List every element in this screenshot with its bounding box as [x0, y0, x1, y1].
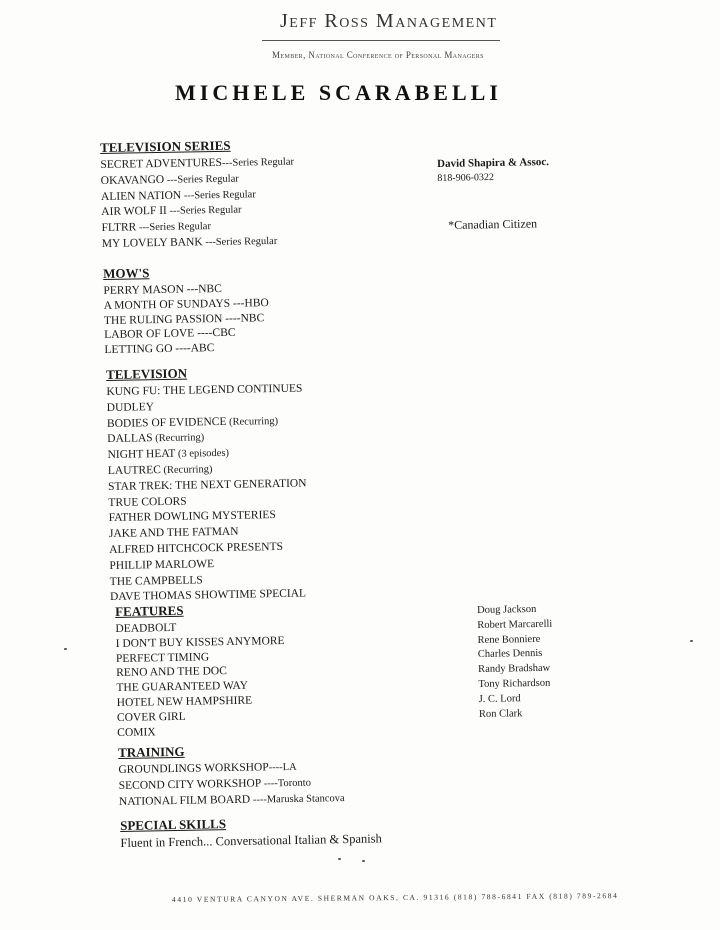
letterhead-divider	[262, 40, 500, 41]
credit-item	[100, 155, 294, 174]
credit-title: FATHER DOWLING MYSTERIES	[108, 509, 276, 525]
scan-speck	[690, 640, 693, 642]
director-name: Charles Dennis	[477, 648, 543, 661]
director-name: Randy Bradshaw	[478, 662, 551, 676]
credit-note: ---Series Regular	[164, 173, 239, 186]
credit-title: DAVE THOMAS SHOWTIME SPECIAL	[109, 587, 307, 604]
credit-title: LAUTREC	[107, 464, 161, 477]
section-heading: TELEVISION	[106, 365, 188, 382]
credit-item: THE RULING PASSION ----NBC	[103, 311, 265, 327]
training-item	[119, 791, 345, 811]
credit-title: MY LOVELY BANK	[101, 236, 203, 250]
credit-title: ALIEN NATION	[100, 189, 182, 203]
section-television-series	[100, 137, 295, 253]
scan-speck	[362, 860, 365, 862]
credit-item: HOTEL NEW HAMPSHIRE	[116, 694, 253, 709]
director-name: Robert Marcarelli	[477, 618, 553, 631]
skills-text: Fluent in French... Conversational Italian & Spanish	[120, 831, 382, 850]
credit-title: DALLAS	[107, 432, 153, 446]
credit-title: THE CAMPBELLS	[109, 573, 203, 588]
credit-title: OKAVANGO	[100, 173, 165, 187]
agency-name: Jeff Ross Management	[280, 10, 498, 32]
credit-item: A MONTH OF SUNDAYS ---HBO	[103, 296, 269, 312]
section-special-skills	[120, 813, 382, 851]
section-television	[106, 364, 309, 607]
credit-note: (Recurring)	[152, 432, 205, 445]
section-heading: SPECIAL SKILLS	[120, 816, 227, 833]
training-note: ----Toronto	[261, 777, 312, 790]
credit-item: I DON'T BUY KISSES ANYMORE	[115, 634, 285, 650]
credit-title: ALFRED HITCHCOCK PRESENTS	[109, 540, 284, 556]
section-heading: FEATURES	[115, 602, 184, 619]
credit-item: LABOR OF LOVE ----CBC	[104, 327, 236, 342]
training-title: GROUNDLINGS WORKSHOP	[118, 761, 269, 776]
credit-item: DEADBOLT	[115, 621, 177, 635]
director-name: J. C. Lord	[478, 693, 521, 705]
director-name: Ron Clark	[478, 707, 523, 720]
director-name: Tony Richardson	[478, 677, 551, 690]
agent-block	[437, 156, 549, 184]
credit-item: PERRY MASON ---NBC	[103, 282, 222, 297]
section-mows	[103, 263, 270, 358]
scan-speck	[64, 648, 67, 650]
credit-item: COVER GIRL	[116, 710, 186, 724]
section-training	[118, 741, 345, 810]
director-name: Doug Jackson	[477, 603, 537, 616]
credit-title: JAKE AND THE FATMAN	[108, 525, 239, 541]
credit-title: DUDLEY	[106, 400, 155, 414]
credit-item: COMIX	[117, 725, 156, 739]
credit-title: AIR WOLF II	[101, 205, 167, 219]
scan-speck	[338, 858, 341, 860]
credit-title: TRUE COLORS	[108, 495, 187, 509]
credit-title: PHILLIP MARLOWE	[109, 557, 215, 572]
credit-note: ---Series Regular	[136, 221, 212, 234]
credit-note: ---Series Regular	[202, 235, 278, 249]
credit-title: BODIES OF EVIDENCE	[106, 415, 227, 430]
footer-address: 4410 VENTURA CANYON AVE. SHERMAN OAKS, CA. 91316 (818) 788-6841 FAX (818) 789-2684	[172, 891, 619, 904]
features-directors	[477, 603, 554, 723]
training-title: SECOND CITY WORKSHOP	[118, 777, 262, 792]
section-heading: TELEVISION SERIES	[100, 137, 231, 155]
credit-note: (Recurring)	[226, 415, 279, 428]
agent-phone: 818-906-0322	[437, 172, 495, 184]
training-note: ----LA	[268, 761, 297, 774]
training-note: ----Maruska Stancova	[250, 792, 345, 806]
credit-note: ---Series Regular	[166, 204, 242, 218]
credit-note: ---Series Regular	[181, 188, 256, 202]
credit-item: THE GUARANTEED WAY	[116, 679, 249, 695]
credit-note: (Recurring)	[160, 464, 213, 477]
actor-name: MICHELE SCARABELLI	[175, 80, 502, 105]
credit-item: LETTING GO ----ABC	[104, 342, 215, 357]
agent-name: David Shapira & Assoc.	[437, 156, 550, 170]
director-name: Rene Bonniere	[477, 633, 541, 646]
credit-title: STAR TREK: THE NEXT GENERATION	[107, 477, 307, 493]
agency-membership: Member, National Conference of Personal Managers	[272, 50, 484, 60]
section-heading: TRAINING	[118, 743, 185, 760]
credit-item	[102, 234, 296, 253]
credit-title: NIGHT HEAT	[107, 447, 176, 462]
credit-item: PERFECT TIMING	[115, 650, 210, 665]
section-features	[115, 601, 286, 740]
credit-note: ---Series Regular	[221, 156, 295, 169]
credit-title: SECRET ADVENTURES	[100, 156, 223, 171]
section-heading: MOW'S	[103, 265, 150, 281]
credit-note: (3 episodes)	[175, 448, 230, 460]
credit-title: KUNG FU: THE LEGEND CONTINUES	[106, 382, 303, 398]
citizenship-note: *Canadian Citizen	[448, 216, 538, 232]
credit-item: RENO AND THE DOC	[116, 665, 227, 680]
training-title: NATIONAL FILM BOARD	[118, 793, 251, 808]
credit-title: FLTRR	[101, 221, 137, 235]
